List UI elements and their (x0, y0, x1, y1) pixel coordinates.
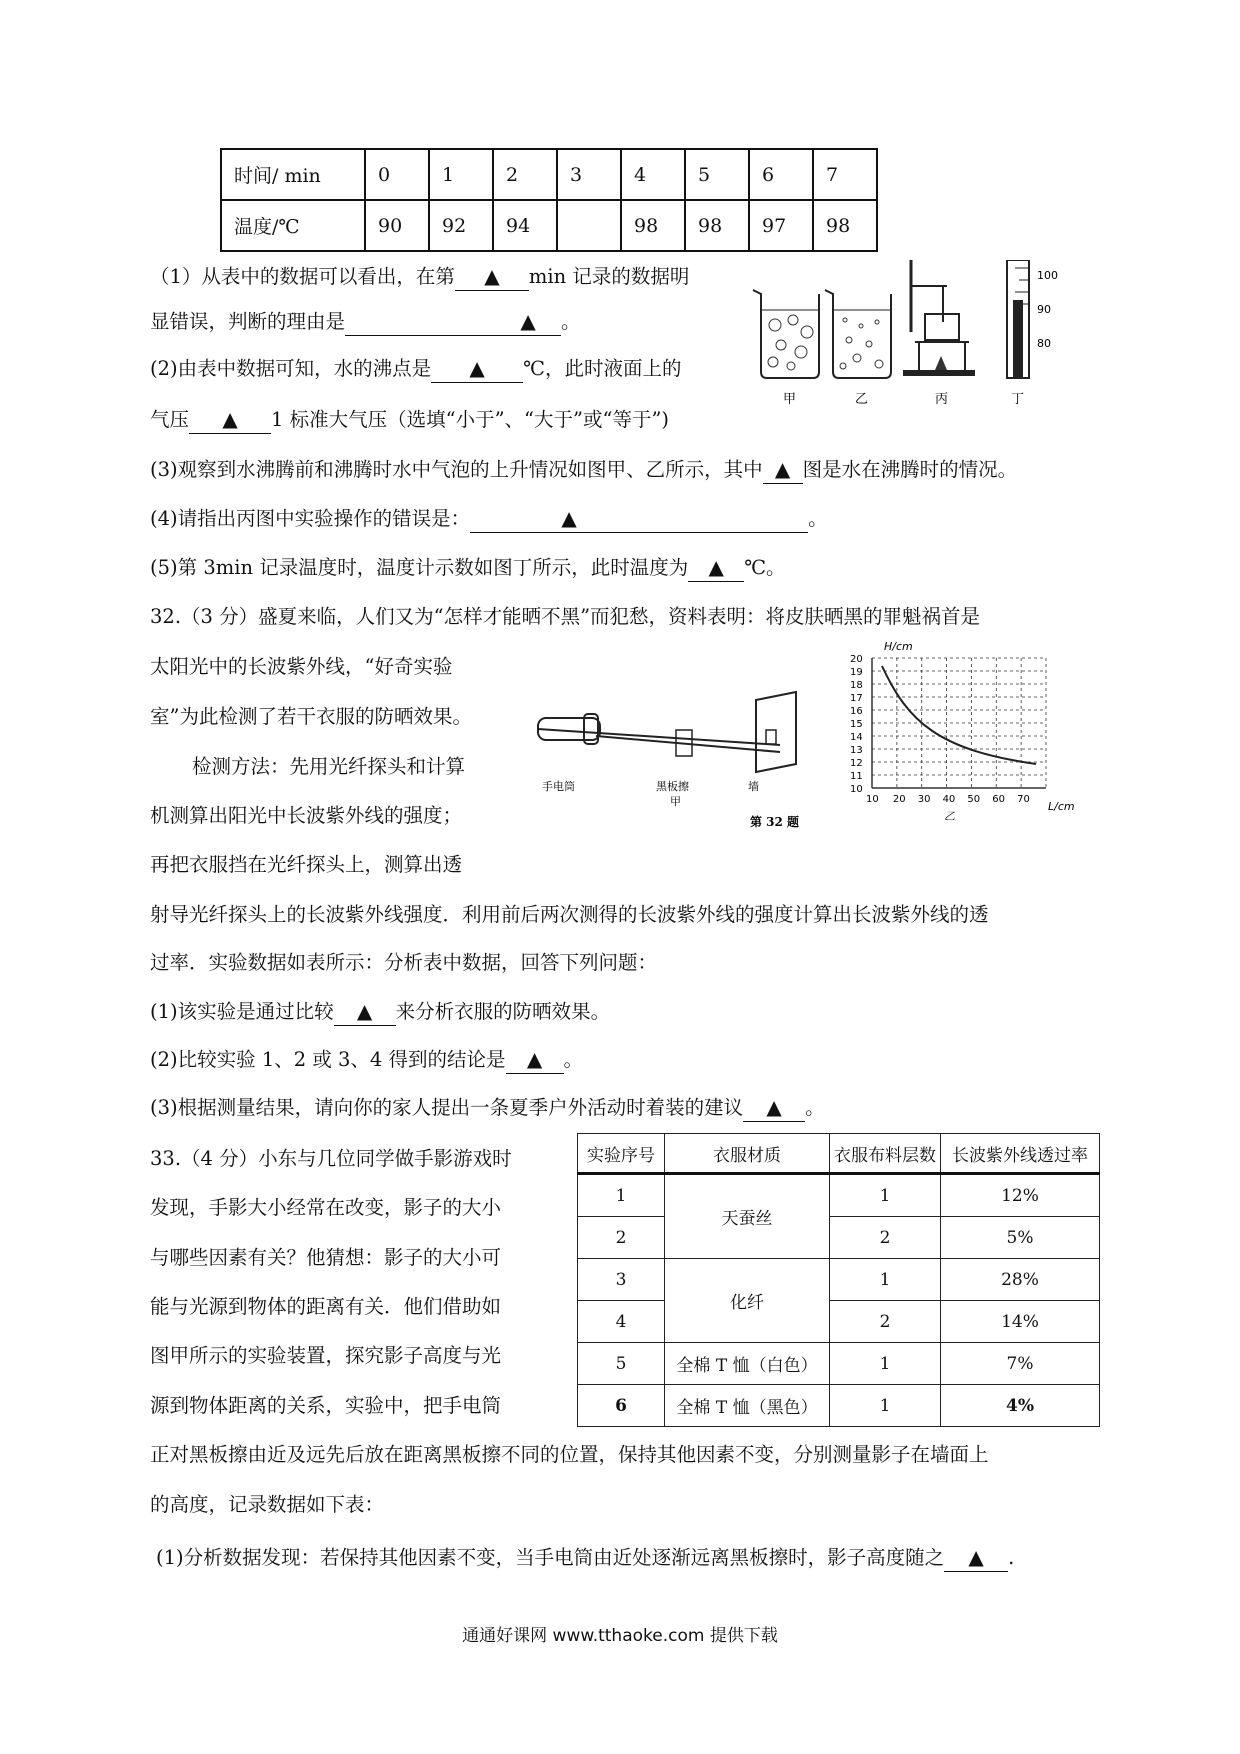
y-tick-label: 10 (850, 784, 863, 795)
text: (2)比较实验 1、2 或 3、4 得到的结论是 (150, 1048, 506, 1071)
answer-blank (763, 456, 803, 484)
text: ℃。 (744, 556, 786, 579)
table-row (578, 1259, 1100, 1301)
x-tick-label: 30 (917, 794, 931, 805)
table-row (578, 1343, 1100, 1385)
table-cell: 90 (365, 200, 429, 251)
table-cell: 1 (830, 1174, 941, 1217)
answer-blank (189, 406, 271, 434)
table-header: 衣服材质 (665, 1134, 830, 1174)
scale-label: 100 (1037, 269, 1058, 282)
table-cell: 94 (493, 200, 557, 251)
text: 气压 (150, 408, 190, 431)
answer-blank (345, 308, 561, 336)
text: 。 (808, 507, 828, 530)
flashlight-label: 手电筒 (542, 780, 575, 793)
text: 。 (805, 1096, 825, 1119)
table-cell: 天蚕丝 (665, 1174, 830, 1259)
q33-line2: 发现，手影大小经常在改变，影子的大小 (150, 1196, 502, 1219)
q32-line5: 机测算出阳光中长波紫外线的强度； (150, 804, 463, 827)
q32-line8: 过率．实验数据如表所示：分析表中数据，回答下列问题： (150, 951, 658, 974)
x-tick-label: 20 (892, 794, 906, 805)
shadow-apparatus-figure (530, 690, 820, 830)
table-row (578, 1385, 1100, 1427)
text: 。 (563, 1048, 584, 1071)
table-row (221, 149, 877, 200)
q33-part1 (156, 1543, 1014, 1573)
table-header: 衣服布料层数 (830, 1134, 941, 1174)
yi-label: 乙 (944, 810, 955, 820)
table-cell: 7 (813, 149, 877, 200)
triangle-marker: ▲ (774, 457, 791, 481)
triangle-marker: ▲ (484, 264, 500, 288)
sunscreen-table (577, 1133, 1100, 1427)
table-cell: 2 (830, 1301, 941, 1343)
table-header: 实验序号 (578, 1134, 665, 1174)
q31-part1-line1 (150, 262, 689, 292)
q33-line5: 图甲所示的实验装置，探究影子高度与光 (150, 1344, 502, 1367)
table-row (578, 1134, 1100, 1174)
table-cell: 2 (493, 149, 557, 200)
y-axis-label: H/cm (884, 642, 913, 653)
q32-part1 (150, 997, 610, 1027)
table-cell: 12% (941, 1174, 1100, 1217)
text: (3)观察到水沸腾前和沸腾时水中气泡的上升情况如图甲、乙所示，其中 (150, 458, 763, 481)
table-cell: 6 (749, 149, 813, 200)
q32-part3 (150, 1093, 825, 1123)
text: (5)第 3min 记录温度时，温度计示数如图丁所示，此时温度为 (150, 556, 689, 579)
q31-part3 (150, 455, 1017, 485)
q32-line7: 射导光纤探头上的长波紫外线强度．利用前后两次测得的长波紫外线的强度计算出长波紫外线的透 (150, 903, 989, 926)
q32-line2: 太阳光中的长波紫外线，“好奇实验 (150, 655, 453, 678)
table-cell: 全棉 T 恤（黑色） (665, 1385, 830, 1427)
table-cell: 98 (685, 200, 749, 251)
table-cell (557, 200, 621, 251)
text: min 记录的数据明 (528, 265, 690, 288)
y-tick-label: 13 (850, 745, 863, 756)
y-tick-label: 15 (850, 719, 863, 730)
table-header: 长波紫外线透过率 (941, 1134, 1100, 1174)
table-cell: 1 (830, 1385, 941, 1427)
answer-blank (431, 355, 523, 383)
q33-line1: 33.（4 分）小东与几位同学做手影游戏时 (150, 1147, 512, 1170)
text: 1 标准大气压（选填“小于”、“大于”或“等于”) (271, 408, 670, 431)
text: (1)该实验是通过比较 (150, 1000, 334, 1023)
table-cell: 5 (685, 149, 749, 200)
x-tick-label: 70 (1017, 794, 1030, 805)
text: (2)由表中数据可知，水的沸点是 (150, 357, 432, 380)
table-cell: 7% (941, 1343, 1100, 1385)
q31-part2-line1 (150, 354, 681, 384)
q32-line6: 再把衣服挡在光纤探头上，测算出透 (150, 853, 463, 876)
boiling-experiment-figure (745, 260, 1090, 410)
y-tick-label: 18 (850, 680, 863, 691)
answer-blank (944, 1544, 1008, 1572)
q31-part4 (150, 504, 828, 534)
figure-label: 丁 (1011, 392, 1025, 407)
q31-part5 (150, 553, 786, 583)
table-cell: 2 (830, 1217, 941, 1259)
triangle-marker: ▲ (968, 1545, 984, 1569)
y-tick-label: 19 (850, 667, 863, 678)
table-cell: 4 (578, 1301, 665, 1343)
y-tick-label: 16 (850, 706, 863, 717)
table-row (578, 1301, 1100, 1343)
table-cell: 全棉 T 恤（白色） (665, 1343, 830, 1385)
triangle-marker: ▲ (526, 1047, 543, 1071)
answer-blank (688, 554, 744, 582)
text: （1）从表中的数据可以看出，在第 (150, 265, 455, 288)
triangle-marker: ▲ (520, 309, 536, 333)
answer-blank (334, 998, 396, 1026)
x-tick-label: 10 (866, 794, 879, 805)
table-cell: 92 (429, 200, 493, 251)
text: (3)根据测量结果，请向你的家人提出一条夏季户外活动时着装的建议 (150, 1096, 744, 1119)
q31-part1-line2 (150, 307, 581, 337)
q33-line4: 能与光源到物体的距离有关．他们借助如 (150, 1295, 502, 1318)
y-tick-label: 12 (850, 758, 863, 769)
answer-blank (743, 1094, 805, 1122)
text: 来分析衣服的防晒效果。 (395, 1000, 611, 1023)
wall-label: 墙 (748, 780, 759, 793)
temperature-table (220, 148, 878, 252)
thermometer-ding (1007, 260, 1029, 378)
table-cell: 4% (941, 1385, 1100, 1427)
eraser-label: 黑板擦 (656, 780, 689, 793)
beaker-yi (825, 290, 891, 378)
table-cell: 3 (557, 149, 621, 200)
answer-blank (470, 505, 808, 533)
y-tick-label: 17 (850, 693, 863, 704)
shadow-graph (848, 642, 1088, 820)
scale-label: 80 (1037, 337, 1051, 350)
jia-label: 甲 (670, 795, 681, 808)
table-cell: 1 (429, 149, 493, 200)
table-cell: 0 (365, 149, 429, 200)
table-cell: 1 (830, 1343, 941, 1385)
table-header: 温度/℃ (221, 200, 365, 251)
table-cell: 14% (941, 1301, 1100, 1343)
triangle-marker: ▲ (222, 407, 238, 431)
text: . (1008, 1546, 1015, 1569)
x-tick-label: 40 (942, 794, 956, 805)
stand-bing (903, 260, 975, 376)
q32-line1: 32.（3 分）盛夏来临，人们又为“怎样才能晒不黑”而犯愁，资料表明：将皮肤晒黑的罪魁祸首是 (150, 605, 981, 628)
table-header: 时间/ min (221, 149, 365, 200)
figure-caption: 第 32 题 (750, 815, 800, 829)
x-tick-label: 60 (992, 794, 1006, 805)
table-cell: 97 (749, 200, 813, 251)
text: 显错误，判断的理由是 (150, 310, 346, 333)
y-tick-label: 20 (850, 654, 863, 665)
triangle-marker: ▲ (708, 555, 724, 579)
table-cell: 5% (941, 1217, 1100, 1259)
table-row (578, 1217, 1100, 1259)
q33-line8: 的高度，记录数据如下表： (150, 1493, 385, 1516)
q32-line4: 检测方法：先用光纤探头和计算 (192, 755, 466, 778)
q31-part2-line2 (150, 405, 669, 435)
q33-line3: 与哪些因素有关？他猜想：影子的大小可 (150, 1246, 502, 1269)
table-cell: 28% (941, 1259, 1100, 1301)
y-tick-label: 11 (850, 771, 863, 782)
table-cell: 1 (578, 1174, 665, 1217)
table-cell: 5 (578, 1343, 665, 1385)
x-tick-label: 50 (967, 794, 981, 805)
table-cell: 6 (578, 1385, 665, 1427)
figure-label: 丙 (935, 392, 949, 407)
text: 。 (561, 310, 581, 333)
table-cell: 化纤 (665, 1259, 830, 1343)
triangle-marker: ▲ (356, 999, 373, 1023)
scale-label: 90 (1037, 303, 1051, 316)
text: 图是水在沸腾时的情况。 (802, 458, 1018, 481)
q32-part2 (150, 1045, 583, 1075)
triangle-marker: ▲ (469, 356, 485, 380)
text: (1)分析数据发现：若保持其他因素不变，当手电筒由近处逐渐远离黑板擦时，影子高度随之 (156, 1546, 945, 1569)
triangle-marker: ▲ (766, 1095, 782, 1119)
q33-line6: 源到物体距离的关系，实验中，把手电筒 (150, 1394, 502, 1417)
table-cell: 1 (830, 1259, 941, 1301)
q33-line7: 正对黑板擦由近及远先后放在距离黑板擦不同的位置，保持其他因素不变，分别测量影子在墙面上 (150, 1443, 989, 1466)
table-cell: 2 (578, 1217, 665, 1259)
y-tick-label: 14 (850, 732, 863, 743)
table-row (578, 1174, 1100, 1217)
figure-label: 甲 (783, 392, 797, 407)
text: (4)请指出丙图中实验操作的错误是： (150, 507, 471, 530)
beaker-jia (753, 290, 819, 378)
table-row (221, 200, 877, 251)
triangle-marker: ▲ (561, 506, 577, 530)
table-cell: 3 (578, 1259, 665, 1301)
table-cell: 4 (621, 149, 685, 200)
figure-label: 乙 (855, 392, 869, 407)
x-axis-label: L/cm (1048, 800, 1075, 813)
text: ℃，此时液面上的 (523, 357, 682, 380)
table-cell: 98 (621, 200, 685, 251)
table-cell: 98 (813, 200, 877, 251)
answer-blank (455, 263, 529, 291)
q32-line3: 室”为此检测了若干衣服的防晒效果。 (150, 705, 472, 728)
answer-blank (506, 1046, 564, 1074)
page-footer: 通通好课网 www.tthaoke.com 提供下载 (462, 1626, 778, 1646)
